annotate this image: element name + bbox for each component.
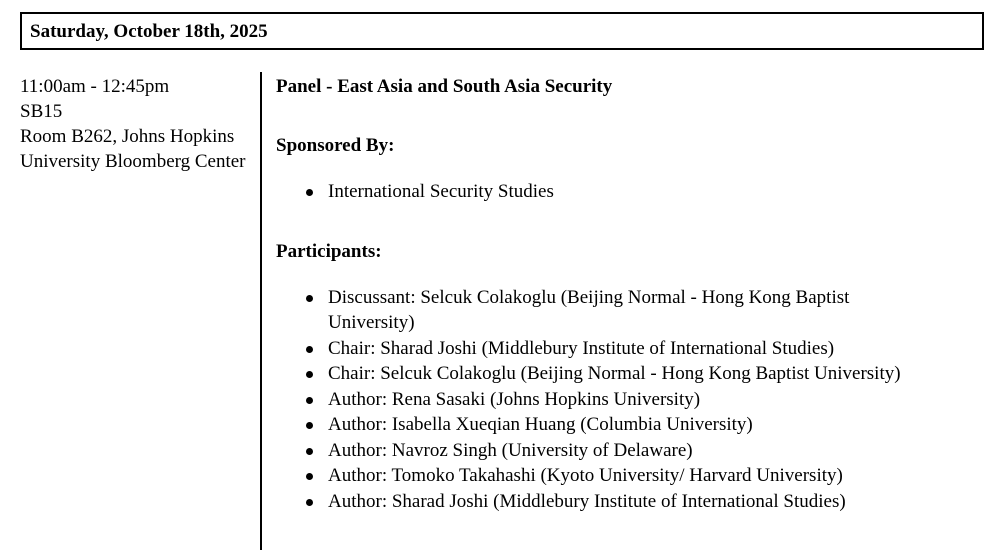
- sponsor-list: [276, 179, 976, 205]
- participant-item: Author: Rena Sasaki (Johns Hopkins University): [276, 387, 976, 413]
- participants-heading: Participants:: [276, 240, 382, 262]
- panel-details: [276, 74, 976, 514]
- panel-title: Panel - East Asia and South Asia Security: [276, 76, 613, 97]
- session-code: SB15: [20, 101, 63, 122]
- sponsor-item: International Security Studies: [276, 179, 976, 205]
- column-divider: [260, 72, 262, 550]
- participant-item: Author: Navroz Singh (University of Delaware): [276, 438, 976, 464]
- participant-item: Chair: Selcuk Colakoglu (Beijing Normal - Hong Kong Baptist University): [276, 361, 976, 387]
- participant-item: Chair: Sharad Joshi (Middlebury Institute of International Studies): [276, 336, 976, 362]
- participant-item: Author: Sharad Joshi (Middlebury Institute of International Studies): [276, 489, 976, 515]
- participant-item: Author: Isabella Xueqian Huang (Columbia University): [276, 412, 976, 438]
- sponsored-by-heading: Sponsored By:: [276, 135, 395, 156]
- session-info: [20, 74, 258, 174]
- date-header: Saturday, October 18th, 2025: [30, 21, 268, 42]
- date-header-box: [20, 12, 984, 50]
- session-time: 11:00am - 12:45pm: [20, 76, 170, 97]
- participant-item: Author: Tomoko Takahashi (Kyoto University/ Harvard University): [276, 463, 976, 489]
- session-location-line2: University Bloomberg Center: [20, 151, 246, 172]
- participant-item: Discussant: Selcuk Colakoglu (Beijing Normal - Hong Kong Baptist University): [276, 285, 868, 336]
- participant-list: [276, 285, 976, 515]
- session-location-line1: Room B262, Johns Hopkins: [20, 126, 235, 147]
